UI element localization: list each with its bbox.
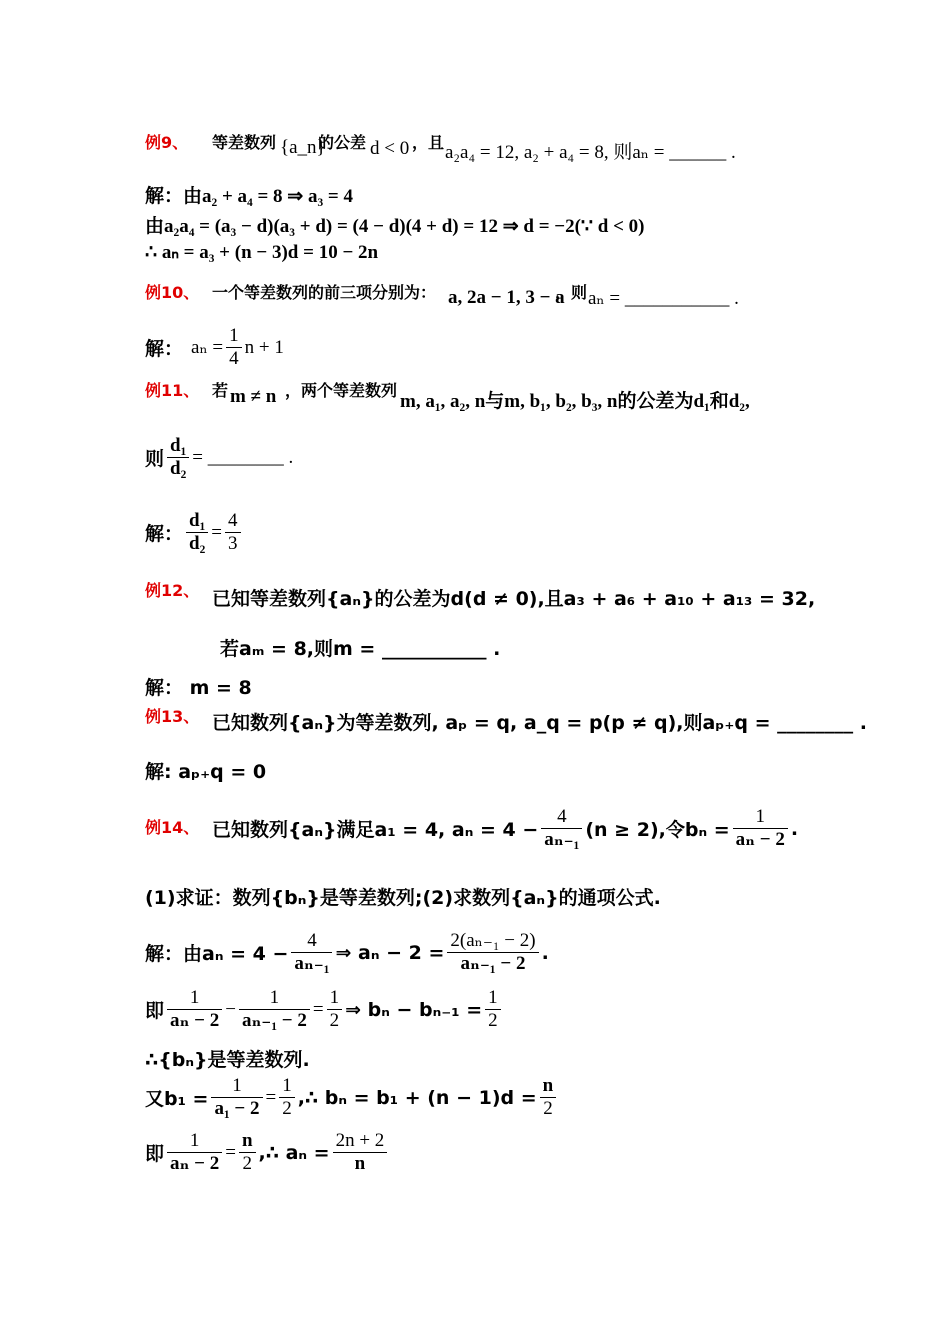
solution-fraction-1 <box>167 1130 222 1175</box>
example-10-question-text-2: ，则 <box>555 283 588 302</box>
solution-label: 解： <box>145 523 184 545</box>
fraction-numerator: n <box>239 1130 256 1153</box>
fraction-denominator: aₙ − 2 <box>735 829 785 850</box>
fraction-denominator: 2 <box>488 1010 498 1031</box>
fraction-numerator: 1 <box>167 987 222 1010</box>
solution-middle: ,∴ aₙ = <box>258 1141 330 1164</box>
minus-sign: − <box>225 998 236 1020</box>
fraction-numerator: d₁ <box>167 435 189 458</box>
fraction-numerator: 1 <box>226 325 242 348</box>
solution-fraction-1 <box>211 1075 262 1120</box>
fraction-numerator: 4 <box>291 930 332 953</box>
fraction-numerator: 1 <box>327 987 343 1010</box>
solution-end: . <box>541 941 549 964</box>
equals-sign: = <box>211 521 222 543</box>
example-9-solution-line-3: ∴ aₙ = a₃ + (n − 3)d = 10 − 2n <box>145 242 379 263</box>
example-10-label: 例10、 <box>145 283 200 302</box>
example-13-label: 例13、 <box>145 707 200 726</box>
fraction-numerator: 1 <box>239 987 310 1010</box>
example-10-solution <box>145 325 284 370</box>
equals-sign: = <box>312 998 324 1020</box>
fraction-numerator: 1 <box>485 987 501 1010</box>
equals-sign: = <box>225 1141 236 1163</box>
question-prefix: 已知数列{aₙ}满足a₁ = 4, aₙ = 4 − <box>212 819 539 841</box>
example-9-label: 例9、 <box>145 133 189 152</box>
example-14-solution-line-4 <box>145 1075 559 1120</box>
solution-middle: ,∴ bₙ = b₁ + (n − 1)d = <box>297 1086 537 1109</box>
example-9-solution-line-1: 解：由a₂ + a₄ = 8 ⇒ a₃ = 4 <box>145 186 353 207</box>
example-11-solution <box>145 510 244 555</box>
solution-prefix: 解：由aₙ = 4 − <box>145 943 289 965</box>
solution-fraction-2 <box>239 1130 256 1175</box>
fraction-denominator: n <box>354 1153 366 1174</box>
fraction-numerator: n <box>540 1075 557 1098</box>
example-14-label: 例14、 <box>145 818 200 837</box>
fraction-denominator: a₁ − 2 <box>214 1098 260 1119</box>
fraction-denominator: aₙ − 2 <box>170 1153 220 1174</box>
fraction-numerator: 1 <box>279 1075 295 1098</box>
solution-prefix: 即 <box>145 1143 165 1165</box>
fraction-numerator: 4 <box>225 510 241 533</box>
example-9-question-text: 等差数列 <box>212 133 277 152</box>
example-13-question: 已知数列{aₙ}为等差数列, aₚ = q, a_q = p(p ≠ q),则aₚ₊q = ________ . <box>212 712 868 734</box>
solution-fraction <box>226 325 242 370</box>
solution-fraction-2 <box>239 987 310 1032</box>
fraction-denominator: 3 <box>228 533 238 554</box>
answer-blank: = ________ . <box>192 446 294 468</box>
fraction-denominator: aₙ₋₁ <box>294 953 330 974</box>
solution-fraction-2 <box>447 930 538 975</box>
example-11-question-math: m, a₁, a₂, n与m, b₁, b₂, b₃, n的公差为d₁和d₂, <box>400 391 750 412</box>
example-11-question-line-2 <box>145 435 293 480</box>
example-9-question-text-2: 的公差 <box>318 133 367 152</box>
solution-fraction-right <box>225 510 241 555</box>
example-9-sequence: {a_n} <box>280 137 326 158</box>
example-11-condition: m ≠ n <box>230 386 277 407</box>
fraction-numerator: 1 <box>733 806 788 829</box>
question-middle: (n ≥ 2),令bₙ = <box>585 819 730 841</box>
fraction-numerator: 2(aₙ₋₁ − 2) <box>447 930 538 953</box>
solution-label: 解： <box>145 338 184 360</box>
solution-fraction-1 <box>291 930 332 975</box>
example-12-label: 例12、 <box>145 581 200 600</box>
fraction-denominator: d₂ <box>189 533 206 554</box>
solution-lhs: aₙ = <box>191 337 224 358</box>
solution-fraction-4 <box>485 987 501 1032</box>
solution-fraction-2 <box>279 1075 295 1120</box>
example-14-solution-line-2 <box>145 987 504 1032</box>
example-14-question-line-2: (1)求证：数列{bₙ}是等差数列;(2)求数列{aₙ}的通项公式. <box>145 887 661 909</box>
example-10-question-text: 一个等差数列的前三项分别为： <box>212 283 437 302</box>
solution-middle: ⇒ aₙ − 2 = <box>335 941 445 964</box>
solution-fraction-3 <box>333 1130 388 1175</box>
fraction-numerator: 4 <box>541 806 582 829</box>
fraction-denominator: d₂ <box>170 458 187 479</box>
example-14-solution-line-1 <box>145 930 549 975</box>
example-11-question-text: 若 <box>212 381 229 400</box>
question-end: . <box>790 817 799 840</box>
fraction-numerator: 1 <box>211 1075 262 1098</box>
ratio-fraction <box>167 435 189 480</box>
example-9-question-text-3: ，且 <box>412 133 445 152</box>
fraction-denominator: aₙ − 2 <box>170 1010 220 1031</box>
equals-sign: = <box>265 1086 277 1108</box>
solution-prefix: 又b₁ = <box>145 1088 209 1110</box>
example-9-question-math: a₂a₄ = 12, a₂ + a₄ = 8, 则aₙ = ______ . <box>445 142 736 163</box>
example-9-condition: d < 0 <box>370 138 410 159</box>
solution-fraction-3 <box>540 1075 557 1120</box>
example-11-label: 例11、 <box>145 381 200 400</box>
solution-fraction-left <box>186 510 208 555</box>
fraction-denominator: 2 <box>329 1010 340 1031</box>
example-14-solution-line-5 <box>145 1130 390 1175</box>
example-12-question-line-1: 已知等差数列{aₙ}的公差为d(d ≠ 0),且a₃ + a₆ + a₁₀ + a₁₃ = 32, <box>212 588 816 610</box>
fraction-numerator: 2n + 2 <box>333 1130 388 1153</box>
fraction-denominator: 2 <box>543 1098 553 1119</box>
fraction-numerator: 1 <box>167 1130 222 1153</box>
fraction-numerator: d₁ <box>186 510 208 533</box>
fraction-denominator: 2 <box>282 1098 292 1119</box>
example-14-solution-line-3: ∴{bₙ}是等差数列. <box>145 1049 310 1071</box>
fraction-denominator: 2 <box>242 1153 252 1174</box>
example-13-solution: 解: aₚ₊q = 0 <box>145 761 267 783</box>
example-10-question-math: a, 2a − 1, 3 − a <box>448 287 565 308</box>
question-fraction-2 <box>733 806 788 851</box>
example-9-solution-line-2: 由a₂a₄ = (a₃ − d)(a₃ + d) = (4 − d)(4 + d) = 12 ⇒ d = −2(∵ d < 0) <box>145 216 645 237</box>
solution-fraction-1 <box>167 987 222 1032</box>
question-fraction-1 <box>541 806 582 851</box>
fraction-denominator: 4 <box>229 348 239 369</box>
fraction-denominator: aₙ₋₁ − 2 <box>460 953 526 974</box>
fraction-denominator: aₙ₋₁ − 2 <box>241 1010 307 1031</box>
example-10-question-math-2: aₙ = ___________ . <box>588 288 739 309</box>
example-11-question-text-2: ，两个等差数列 <box>285 381 398 400</box>
solution-rhs: n + 1 <box>244 336 284 358</box>
example-14-question-line-1 <box>212 806 798 851</box>
example-12-solution: 解： m = 8 <box>145 677 252 699</box>
question-prefix: 则 <box>145 448 165 470</box>
solution-prefix: 即 <box>145 1000 165 1022</box>
example-12-question-line-2: 若aₘ = 8,则m = ___________ . <box>220 638 501 660</box>
fraction-denominator: aₙ₋₁ <box>544 829 580 850</box>
solution-middle: ⇒ bₙ − bₙ₋₁ = <box>345 998 483 1021</box>
solution-fraction-3 <box>327 987 343 1032</box>
